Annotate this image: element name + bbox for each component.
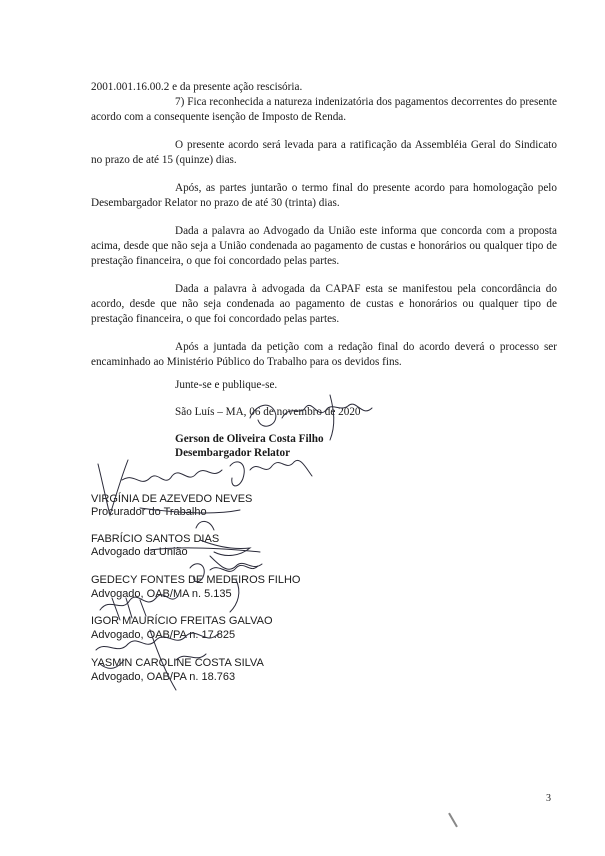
signatory-name-3: GEDECY FONTES DE MEDEIROS FILHO — [91, 574, 301, 586]
closing-line: Junte-se e publique-se. — [175, 379, 278, 391]
signatory-role-4: Advogado, OAB/PA n. 17.825 — [91, 629, 236, 641]
signatory-role-3: Advogado, OAB/MA n. 5.135 — [91, 588, 232, 600]
paragraph-1: 7) Fica reconhecida a natureza indenizatória dos pagamentos decorrentes do presente acordo com a consequente isenção de Imposto de Renda. — [91, 96, 557, 124]
signatory-name-1: VIRGÍNIA DE AZEVEDO NEVES — [91, 493, 253, 505]
paragraph-4: Dada a palavra ao Advogado da União este informa que concorda com a proposta acima, desde que não seja a União condenada ao pagamento de custas e honorários ou qualquer tipo de prestação financeira, o que foi concordado pelas partes. — [91, 225, 557, 268]
date-place: São Luís – MA, 06 de novembro de 2020 — [175, 406, 361, 418]
paragraph-2: O presente acordo será levada para a ratificação da Assembléia Geral do Sindicato no prazo de até 15 (quinze) dias. — [91, 139, 557, 167]
signatory-name-4: IGOR MAURÍCIO FREITAS GALVAO — [91, 615, 273, 627]
signatory-name-5: YASMIN CAROLINE COSTA SILVA — [91, 657, 264, 669]
signatory-role-2: Advogado da União — [91, 546, 188, 558]
paragraph-0: 2001.001.16.00.2 e da presente ação rescisória. — [91, 81, 303, 93]
judge-name: Gerson de Oliveira Costa Filho — [175, 433, 324, 445]
signatory-role-1: Procurador do Trabalho — [91, 506, 207, 518]
signatory-role-5: Advogado, OAB/PA n. 18.763 — [91, 671, 236, 683]
paragraph-3: Após, as partes juntarão o termo final do presente acordo para homologação pelo Desembargador Relator no prazo de até 30 (trinta) dias. — [91, 182, 557, 210]
signatory-name-2: FABRÍCIO SANTOS DIAS — [91, 533, 220, 545]
judge-role: Desembargador Relator — [175, 447, 291, 459]
paragraph-6: Após a juntada da petição com a redação final do acordo deverá o processo ser encaminhado ao Ministério Público do Trabalho para os devidos fins. — [91, 341, 557, 369]
paragraph-5: Dada a palavra à advogada da CAPAF esta se manifestou pela concordância do acordo, desde que não seja condenada ao pagamento de custas e honorários ou qualquer tipo de prestação financeira, o que foi concordado pelas partes. — [91, 283, 557, 326]
page-number: 3 — [546, 793, 551, 804]
pen-mark — [448, 813, 458, 828]
